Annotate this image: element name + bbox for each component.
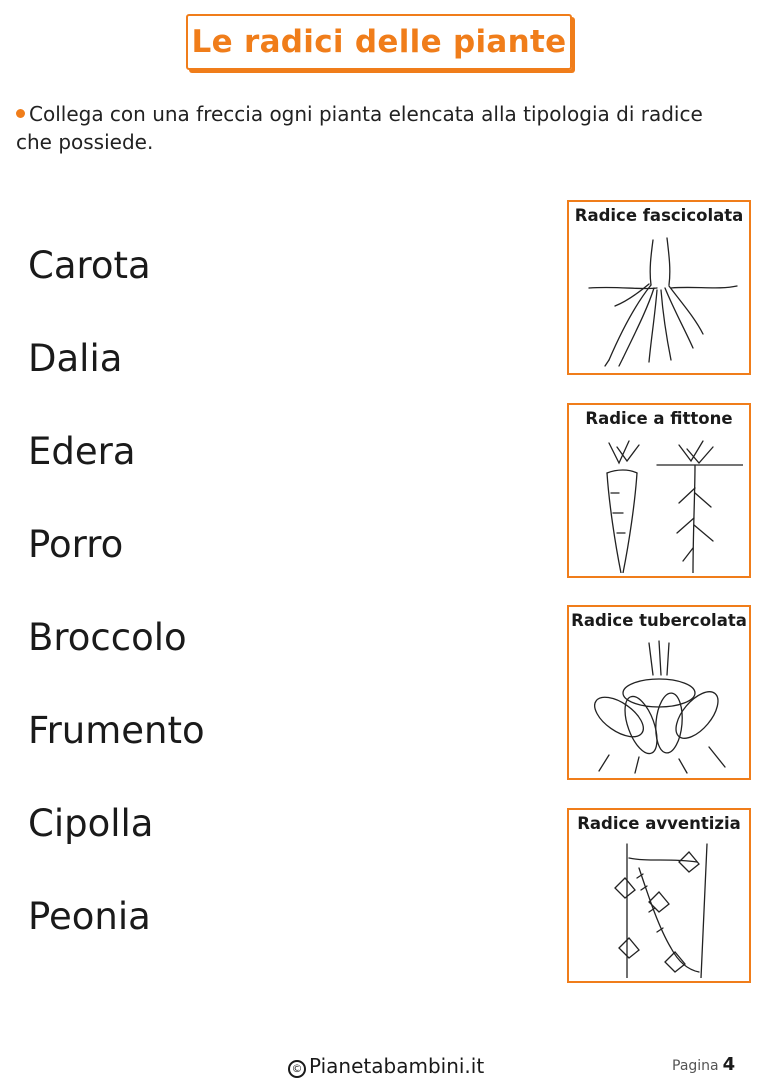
page-indicator — [672, 1054, 735, 1075]
copyright-icon: © — [288, 1060, 306, 1078]
taproot-icon — [579, 433, 743, 573]
root-card-label: Radice avventizia — [577, 814, 741, 833]
plant-item: Edera — [28, 430, 136, 473]
root-card-tubercolata — [567, 605, 751, 780]
root-card-label: Radice fascicolata — [574, 206, 744, 225]
root-card-avventizia — [567, 808, 751, 983]
fibrous-root-icon — [579, 230, 743, 370]
page-number: 4 — [722, 1054, 736, 1075]
page-label: Pagina — [672, 1058, 719, 1074]
plant-item: Broccolo — [28, 616, 187, 659]
root-card-label: Radice tubercolata — [571, 611, 747, 630]
root-card-fittone — [567, 403, 751, 578]
brand-name: Pianetabambini.it — [309, 1054, 485, 1078]
bullet-dot-icon — [16, 109, 25, 118]
plant-item: Porro — [28, 523, 124, 566]
plant-item: Dalia — [28, 337, 123, 380]
root-card-fascicolata — [567, 200, 751, 375]
adventitious-root-icon — [579, 838, 743, 978]
plant-item: Peonia — [28, 895, 151, 938]
plant-item: Cipolla — [28, 802, 154, 845]
title-box — [186, 14, 572, 70]
tuberous-root-icon — [579, 635, 743, 775]
footer-brand — [288, 1054, 484, 1078]
root-card-label: Radice a fittone — [585, 409, 733, 428]
instruction — [16, 100, 716, 156]
plant-item: Carota — [28, 244, 151, 287]
plant-item: Frumento — [28, 709, 205, 752]
instruction-text: Collega con una freccia ogni pianta elencata alla tipologia di radice che possiede. — [16, 102, 703, 154]
page-title: Le radici delle piante — [191, 24, 567, 60]
